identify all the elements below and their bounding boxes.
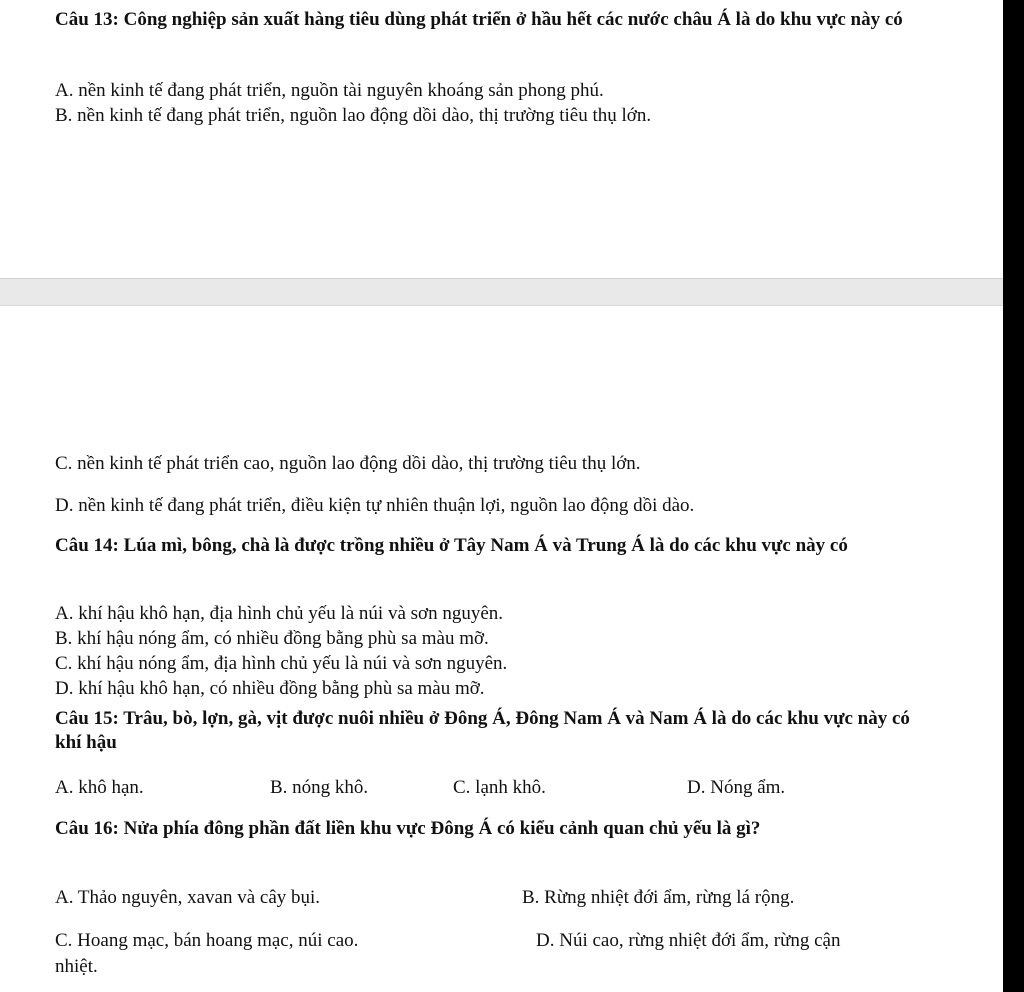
q16-option-b: B. Rừng nhiệt đới ẩm, rừng lá rộng. [522, 887, 795, 908]
q15-option-b: B. nóng khô. [270, 777, 369, 798]
q16-option-d-continued: nhiệt. [55, 956, 98, 977]
question-14: Câu 14: Lúa mì, bông, chà là được trồng nhiều ở Tây Nam Á và Trung Á là do các khu vực này có [55, 535, 848, 556]
q16-option-d: D. Núi cao, rừng nhiệt đới ẩm, rừng cận [536, 930, 841, 951]
question-15: Câu 15: Trâu, bò, lợn, gà, vịt được nuôi nhiều ở Đông Á, Đông Nam Á và Nam Á là do các khu vực này có khí hậu [55, 708, 910, 753]
q14-option-b: B. khí hậu nóng ẩm, có nhiều đồng bằng phù sa màu mỡ. [55, 628, 489, 649]
q15-option-c: C. lạnh khô. [453, 777, 546, 798]
q15-option-d: D. Nóng ẩm. [687, 777, 786, 798]
q16-option-c: C. Hoang mạc, bán hoang mạc, núi cao. [55, 930, 359, 951]
q13-option-c: C. nền kinh tế phát triển cao, nguồn lao động dồi dào, thị trường tiêu thụ lớn. [55, 453, 641, 474]
q16-option-a: A. Thảo nguyên, xavan và cây bụi. [55, 887, 321, 908]
q14-option-c: C. khí hậu nóng ẩm, địa hình chủ yếu là núi và sơn nguyên. [55, 653, 508, 674]
document-page-2 [0, 306, 1003, 992]
q13-option-d: D. nền kinh tế đang phát triển, điều kiện tự nhiên thuận lợi, nguồn lao động dồi dào. [55, 495, 695, 516]
question-13: Câu 13: Công nghiệp sản xuất hàng tiêu dùng phát triển ở hầu hết các nước châu Á là do khu vực này có [55, 9, 903, 30]
question-16: Câu 16: Nửa phía đông phần đất liền khu vực Đông Á có kiểu cảnh quan chủ yếu là gì? [55, 818, 761, 839]
q13-option-a: A. nền kinh tế đang phát triển, nguồn tài nguyên khoáng sản phong phú. [55, 80, 604, 101]
document-page-1 [0, 0, 1003, 278]
page-break [0, 278, 1003, 306]
q13-option-b: B. nền kinh tế đang phát triển, nguồn lao động dồi dào, thị trường tiêu thụ lớn. [55, 105, 652, 126]
q15-option-a: A. khô hạn. [55, 777, 144, 798]
q14-option-d: D. khí hậu khô hạn, có nhiều đồng bằng phù sa màu mỡ. [55, 678, 485, 699]
q14-option-a: A. khí hậu khô hạn, địa hình chủ yếu là núi và sơn nguyên. [55, 603, 504, 624]
